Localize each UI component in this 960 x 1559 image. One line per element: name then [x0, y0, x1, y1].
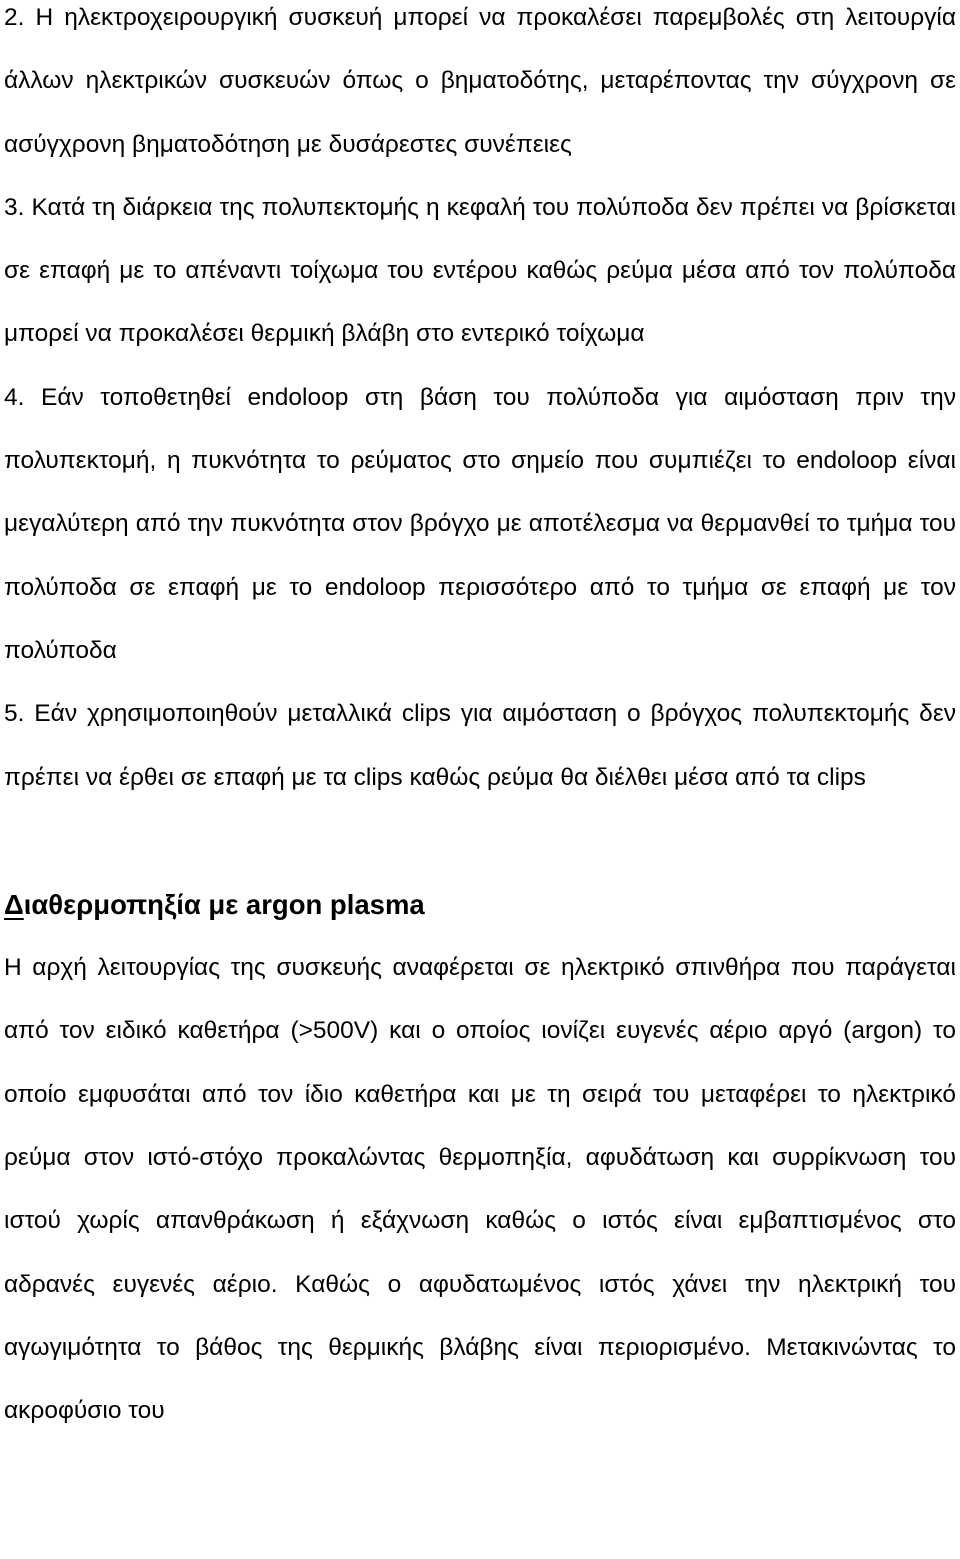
section-spacer — [4, 809, 956, 873]
section-heading — [4, 873, 956, 936]
list-item-5: 5. Εάν χρησιμοποιηθούν μεταλλικά clips για αιμόσταση ο βρόγχος πολυπεκτομής δεν πρέπει να έρθει σε επαφή με τα clips καθώς ρεύμα θα διέλθει μέσα από τα clips — [4, 700, 956, 791]
list-item-4: 4. Εάν τοποθετηθεί endoloop στη βάση του πολύποδα για αιμόσταση πριν την πολυπεκτομή, η πυκνότητα το ρεύματος στο σημείο που συμπιέζει το endoloop είναι μεγαλύτερη από την πυκνότητα στον βρόγχο με αποτέλεσμα να θερμανθεί το τμήμα του πολύποδα σε επαφή με το endoloop περισσότερο από το τμήμα σε επαφή με τον πολύποδα — [4, 383, 956, 664]
list-item-3: 3. Κατά τη διάρκεια της πολυπεκτομής η κεφαλή του πολύποδα δεν πρέπει να βρίσκεται σε επαφή με το απέναντι τοίχωμα του εντέρου καθώς ρεύμα μέσα από τον πολύποδα μπορεί να προκαλέσει θερμική βλάβη στο εντερικό τοίχωμα — [4, 193, 956, 348]
section-heading-initial: Δ — [4, 888, 24, 920]
section-heading-rest: ιαθερμοπηξία με argon plasma — [23, 888, 425, 920]
list-item-2: 2. Η ηλεκτροχειρουργική συσκευή μπορεί να προκαλέσει παρεμβολές στη λειτουργία άλλων ηλεκτρικών συσκευών όπως ο βηματοδότης, μεταρέποντας την σύγχρονη σε ασύγχρονη βηματοδότηση με δυσάρεστες συνέπειες — [4, 4, 956, 158]
section-body: Η αρχή λειτουργίας της συσκευής αναφέρεται σε ηλεκτρικό σπινθήρα που παράγεται από τον ειδικό καθετήρα (>500V) και ο οποίος ιονίζει ευγενές αέριο αργό (argon) το οποίο εμφυσάται από τον ίδιο καθετήρα και με τη σειρά του μεταφέρει το ηλεκτρικό ρεύμα στον ιστό-στόχο προκαλώντας θερμοπηξία, αφυδάτωση και συρρίκνωση του ιστού χωρίς απανθράκωση ή εξάχνωση καθώς ο ιστός είναι εμβαπτισμένος στο αδρανές ευγενές αέριο. Καθώς ο αφυδατωμένος ιστός χάνει την ηλεκτρική του αγωγιμότητα το βάθος της θερμικής βλάβης είναι περιορισμένο. Μετακινώντας το ακροφύσιο του — [4, 954, 956, 1425]
